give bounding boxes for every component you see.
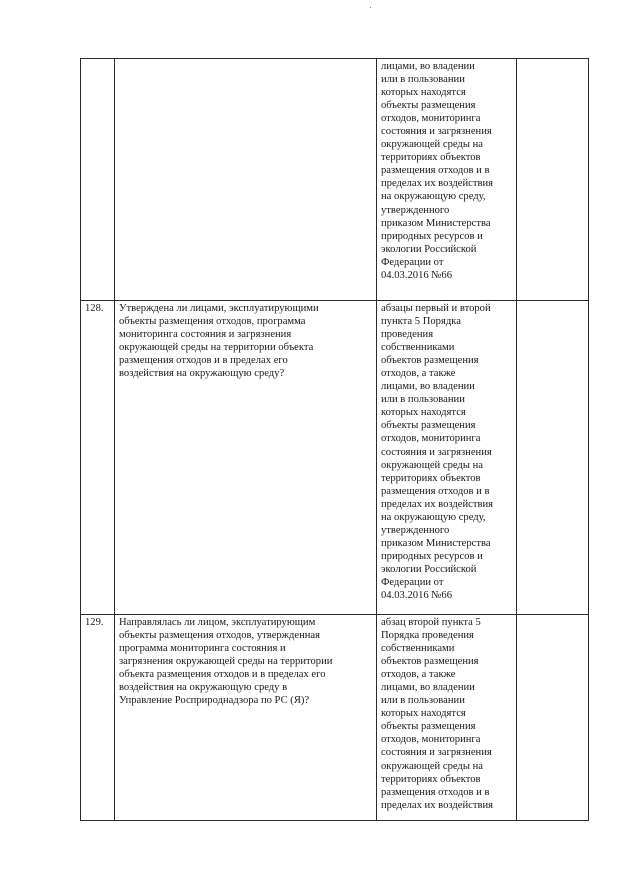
question-text bbox=[115, 59, 377, 301]
question-text: Направлялась ли лицом, эксплуатирующим объекты размещения отходов, утвержденная программа мониторинга состояния и загрязнения окружающей среды на территории объекта размещения отходов и в пределах его воздействия на окружающую среду в Управление Росприроднадзора по РС (Я)? bbox=[115, 615, 377, 821]
checklist-table bbox=[80, 58, 589, 821]
table-row bbox=[81, 301, 589, 615]
answer-cell bbox=[517, 301, 589, 615]
row-number: 128. bbox=[81, 301, 115, 615]
legal-reference: абзац второй пункта 5 Порядка проведения собственниками объектов размещения отходов, а также лицами, во владении или в пользовании которых находятся объекты размещения отходов, мониторинга состояния и загрязнения окружающей среды на территориях объектов размещения отходов и в пределах их воздействия bbox=[377, 615, 517, 821]
legal-reference: лицами, во владении или в пользовании которых находятся объекты размещения отходов, мониторинга состояния и загрязнения окружающей среды на территориях объектов размещения отходов и в пределах их воздействия на окружающую среду, утвержденного приказом Министерства природных ресурсов и экологии Российской Федерации от 04.03.2016 №66 bbox=[377, 59, 517, 301]
question-text: Утверждена ли лицами, эксплуатирующими объекты размещения отходов, программа мониторинга состояния и загрязнения окружающей среды на территории объекта размещения отходов и в пределах его воздействия на окружающую среду? bbox=[115, 301, 377, 615]
row-number bbox=[81, 59, 115, 301]
row-number: 129. bbox=[81, 615, 115, 821]
table-row bbox=[81, 59, 589, 301]
answer-cell bbox=[517, 59, 589, 301]
table-row bbox=[81, 615, 589, 821]
scan-speck bbox=[370, 7, 371, 8]
legal-reference: абзацы первый и второй пункта 5 Порядка проведения собственниками объектов размещения отходов, а также лицами, во владении или в пользовании которых находятся объекты размещения отходов, мониторинга состояния и загрязнения окружающей среды на территориях объектов размещения отходов и в пределах их воздействия на окружающую среду, утвержденного приказом Министерства природных ресурсов и экологии Российской Федерации от 04.03.2016 №66 bbox=[377, 301, 517, 615]
answer-cell bbox=[517, 615, 589, 821]
